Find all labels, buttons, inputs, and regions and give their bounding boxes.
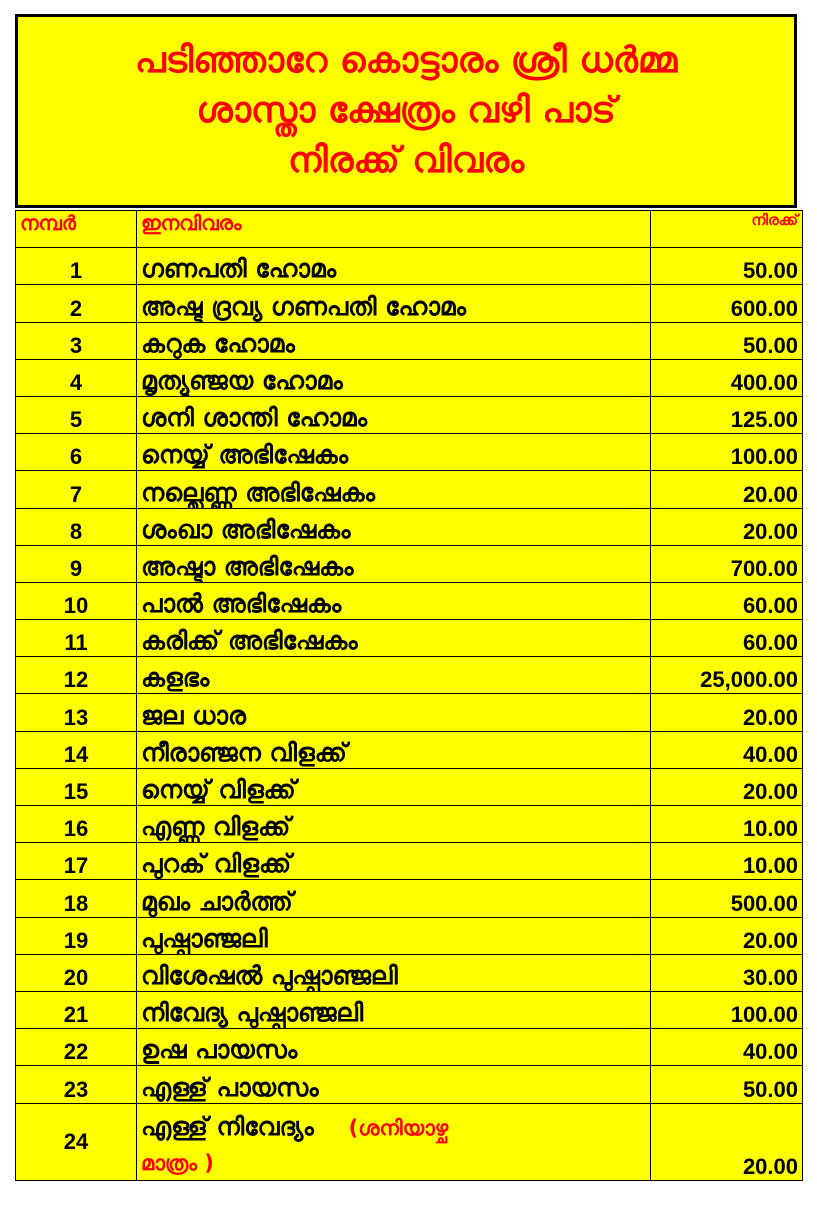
table-row	[16, 545, 803, 582]
table-row	[16, 248, 803, 285]
header-item: ഇനവിവരം	[137, 211, 651, 248]
row-item: നെയ്യ് അഭിഷേകം	[137, 434, 651, 471]
table-row	[16, 806, 803, 843]
row-number: 19	[16, 917, 137, 954]
row-rate: 700.00	[651, 545, 803, 582]
row-rate: 20.00	[651, 508, 803, 545]
row-item-note-start: (ശനിയാഴ്ച	[348, 1115, 449, 1140]
table-header-row	[16, 211, 803, 248]
table-row	[16, 731, 803, 768]
row-rate: 50.00	[651, 322, 803, 359]
table-row	[16, 471, 803, 508]
row-item: മുഖം ചാർത്ത്	[137, 880, 651, 917]
row-item: മൃത്യുഞ്ജയ ഹോമം	[137, 359, 651, 396]
row-number: 18	[16, 880, 137, 917]
table-row	[16, 694, 803, 731]
row-number: 14	[16, 731, 137, 768]
row-number: 13	[16, 694, 137, 731]
row-rate: 60.00	[651, 620, 803, 657]
row-rate: 20.00	[651, 471, 803, 508]
row-item: പുഷ്പാഞ്ജലി	[137, 917, 651, 954]
row-item	[137, 1103, 651, 1180]
row-item: ശംഖാ അഭിഷേകം	[137, 508, 651, 545]
title-line-2: ശാസ്താ ക്ഷേത്രം വഴി പാട്	[196, 90, 616, 131]
table-row	[16, 954, 803, 991]
row-number: 20	[16, 954, 137, 991]
row-item: നിവേദ്യ പുഷ്പാഞ്ജലി	[137, 991, 651, 1028]
table-row	[16, 285, 803, 322]
table-row	[16, 396, 803, 433]
table-row	[16, 322, 803, 359]
row-item: എള്ള് പായസം	[137, 1066, 651, 1103]
table-row	[16, 1066, 803, 1103]
row-number: 23	[16, 1066, 137, 1103]
row-rate: 20.00	[651, 1103, 803, 1180]
header-number: നമ്പർ	[16, 211, 137, 248]
row-number: 8	[16, 508, 137, 545]
table-row	[16, 657, 803, 694]
title-line-3: നിരക്ക് വിവരം	[287, 140, 525, 181]
title-box	[15, 14, 797, 208]
row-item: ഗണപതി ഹോമം	[137, 248, 651, 285]
row-item: അഷ്ടാ അഭിഷേകം	[137, 545, 651, 582]
table-row	[16, 582, 803, 619]
row-item: വിശേഷൽ പുഷ്പാഞ്ജലി	[137, 954, 651, 991]
row-item: ശനി ശാന്തി ഹോമം	[137, 396, 651, 433]
row-item: കറുക ഹോമം	[137, 322, 651, 359]
table-row	[16, 917, 803, 954]
row-item: പുറക് വിളക്ക്	[137, 843, 651, 880]
row-number: 11	[16, 620, 137, 657]
row-rate: 40.00	[651, 1029, 803, 1066]
table-row	[16, 768, 803, 805]
row-rate: 100.00	[651, 434, 803, 471]
table-row	[16, 508, 803, 545]
row-item: നല്ലെണ്ണ അഭിഷേകം	[137, 471, 651, 508]
table-row	[16, 434, 803, 471]
row-item: പാൽ അഭിഷേകം	[137, 582, 651, 619]
row-rate: 30.00	[651, 954, 803, 991]
row-rate: 25,000.00	[651, 657, 803, 694]
row-rate: 600.00	[651, 285, 803, 322]
title-line-1: പടിഞ്ഞാറേ കൊട്ടാരം ശ്രീ ധർമ്മ	[134, 40, 678, 81]
row-rate: 10.00	[651, 806, 803, 843]
row-number: 2	[16, 285, 137, 322]
rates-table	[15, 210, 803, 1181]
table-row	[16, 880, 803, 917]
row-rate: 40.00	[651, 731, 803, 768]
row-number: 6	[16, 434, 137, 471]
row-item: കരിക്ക് അഭിഷേകം	[137, 620, 651, 657]
row-rate: 50.00	[651, 248, 803, 285]
row-item-note-end: മാത്രം )	[141, 1150, 214, 1175]
header-rate: നിരക്ക്	[651, 211, 803, 248]
row-item-label: എള്ള് നിവേദ്യം	[141, 1111, 314, 1141]
table-body	[16, 248, 803, 1103]
row-item: നെയ്യ് വിളക്ക്	[137, 768, 651, 805]
table-row	[16, 620, 803, 657]
row-number: 9	[16, 545, 137, 582]
row-number: 21	[16, 991, 137, 1028]
table-row	[16, 843, 803, 880]
row-number: 1	[16, 248, 137, 285]
row-item: കളഭം	[137, 657, 651, 694]
row-item: അഷ്ട ദ്രവ്യ ഗണപതി ഹോമം	[137, 285, 651, 322]
row-item: ജല ധാര	[137, 694, 651, 731]
row-number: 10	[16, 582, 137, 619]
row-rate: 500.00	[651, 880, 803, 917]
row-rate: 125.00	[651, 396, 803, 433]
table-row	[16, 1103, 803, 1180]
row-rate: 60.00	[651, 582, 803, 619]
row-number: 4	[16, 359, 137, 396]
row-number: 15	[16, 768, 137, 805]
table-row	[16, 991, 803, 1028]
row-number: 5	[16, 396, 137, 433]
row-item: എണ്ണ വിളക്ക്	[137, 806, 651, 843]
row-rate: 20.00	[651, 917, 803, 954]
row-number: 12	[16, 657, 137, 694]
table-row	[16, 359, 803, 396]
row-item: നീരാഞ്ജന വിളക്ക്	[137, 731, 651, 768]
row-item: ഉഷ പായസം	[137, 1029, 651, 1066]
row-number: 7	[16, 471, 137, 508]
row-number: 17	[16, 843, 137, 880]
row-number: 22	[16, 1029, 137, 1066]
row-number: 16	[16, 806, 137, 843]
row-number: 3	[16, 322, 137, 359]
row-rate: 20.00	[651, 768, 803, 805]
row-rate: 400.00	[651, 359, 803, 396]
table-row	[16, 1029, 803, 1066]
row-rate: 20.00	[651, 694, 803, 731]
row-rate: 100.00	[651, 991, 803, 1028]
row-rate: 50.00	[651, 1066, 803, 1103]
row-rate: 10.00	[651, 843, 803, 880]
row-number: 24	[16, 1103, 137, 1180]
